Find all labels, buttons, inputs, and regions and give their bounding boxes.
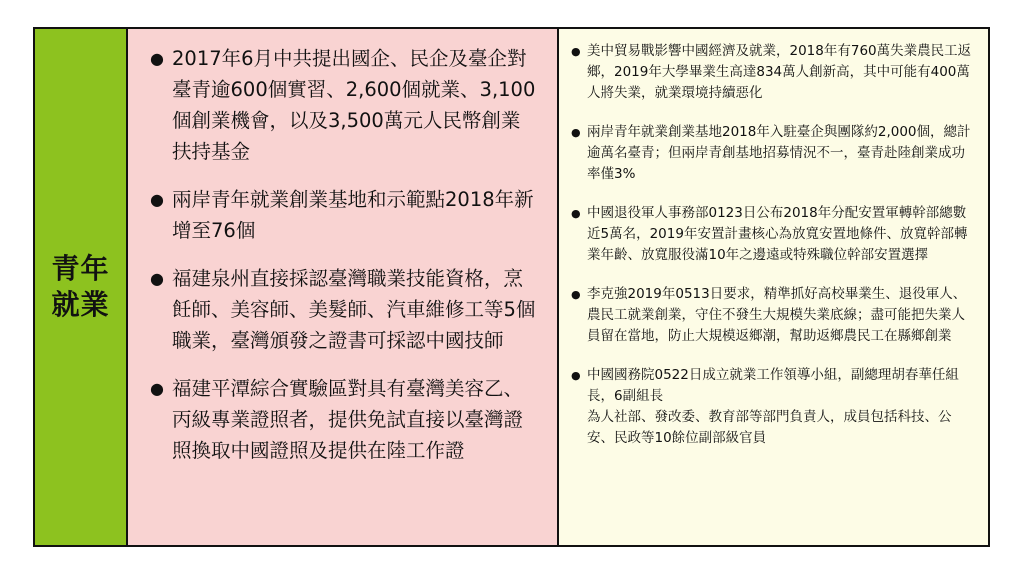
situation-item — [571, 284, 978, 347]
category-cell — [35, 29, 128, 545]
situation-item — [571, 203, 978, 266]
policy-item — [150, 373, 539, 466]
policy-text: 2017年6月中共提出國企、民企及臺企對臺青逾600個實習、2,600個就業、3,100個創業機會，以及3,500萬元人民幣創業扶持基金 — [172, 47, 536, 163]
situation-item — [571, 41, 978, 104]
bullet-icon: ● — [150, 269, 164, 288]
bullet-icon: ● — [571, 288, 581, 301]
category-label: 青年就業 — [51, 252, 110, 321]
policy-text: 福建平潭綜合實驗區對具有臺灣美容乙、丙級專業證照者，提供免試直接以臺灣證照換取中國證照及提供在陸工作證 — [172, 377, 524, 462]
bullet-icon: ● — [571, 126, 581, 139]
policy-item — [150, 263, 539, 356]
situation-text: 李克強2019年0513日要求，精準抓好高校畢業生、退役軍人、農民工就業創業，守住不發生大規模失業底線；盡可能把失業人員留在當地，防止大規模返鄉潮，幫助返鄉農民工在縣鄉創業 — [587, 286, 967, 344]
situation-text: 兩岸青年就業創業基地2018年入駐臺企與團隊約2,000個，總計逾萬名臺青；但兩岸青創基地招募情況不一，臺青赴陸創業成功率僅3% — [587, 124, 971, 182]
policy-text: 兩岸青年就業創業基地和示範點2018年新增至76個 — [172, 188, 534, 242]
situation-text: 美中貿易戰影響中國經濟及就業，2018年有760萬失業農民工返鄉，2019年大學畢業生高達834萬人創新高，其中可能有400萬人將失業，就業環境持續惡化 — [587, 43, 972, 101]
policy-item — [150, 184, 539, 246]
situation-text: 中國退役軍人事務部0123日公布2018年分配安置軍轉幹部總數近5萬名，2019年安置計畫核心為放寬安置地條件、放寬幹部轉業年齡、放寬服役滿10年之邊遠或特殊職位幹部安置選擇 — [587, 205, 968, 263]
bullet-icon: ● — [150, 49, 164, 68]
situation-item — [571, 122, 978, 185]
bullet-icon: ● — [571, 207, 581, 220]
content-table — [33, 27, 990, 547]
situation-text: 中國國務院0522日成立就業工作領導小組，副總理胡春華任組長，6副組長 為人社部、發改委、教育部等部門負責人，成員包括科技、公安、民政等10餘位副部級官員 — [587, 367, 959, 446]
policy-column — [128, 29, 559, 545]
situation-column — [559, 29, 988, 545]
bullet-icon: ● — [571, 45, 581, 58]
policy-item — [150, 43, 539, 167]
bullet-icon: ● — [150, 190, 164, 209]
situation-item — [571, 365, 978, 449]
policy-text: 福建泉州直接採認臺灣職業技能資格，烹飪師、美容師、美髮師、汽車維修工等5個職業，臺灣頒發之證書可採認中國技師 — [172, 267, 536, 352]
bullet-icon: ● — [571, 369, 581, 382]
bullet-icon: ● — [150, 379, 164, 398]
